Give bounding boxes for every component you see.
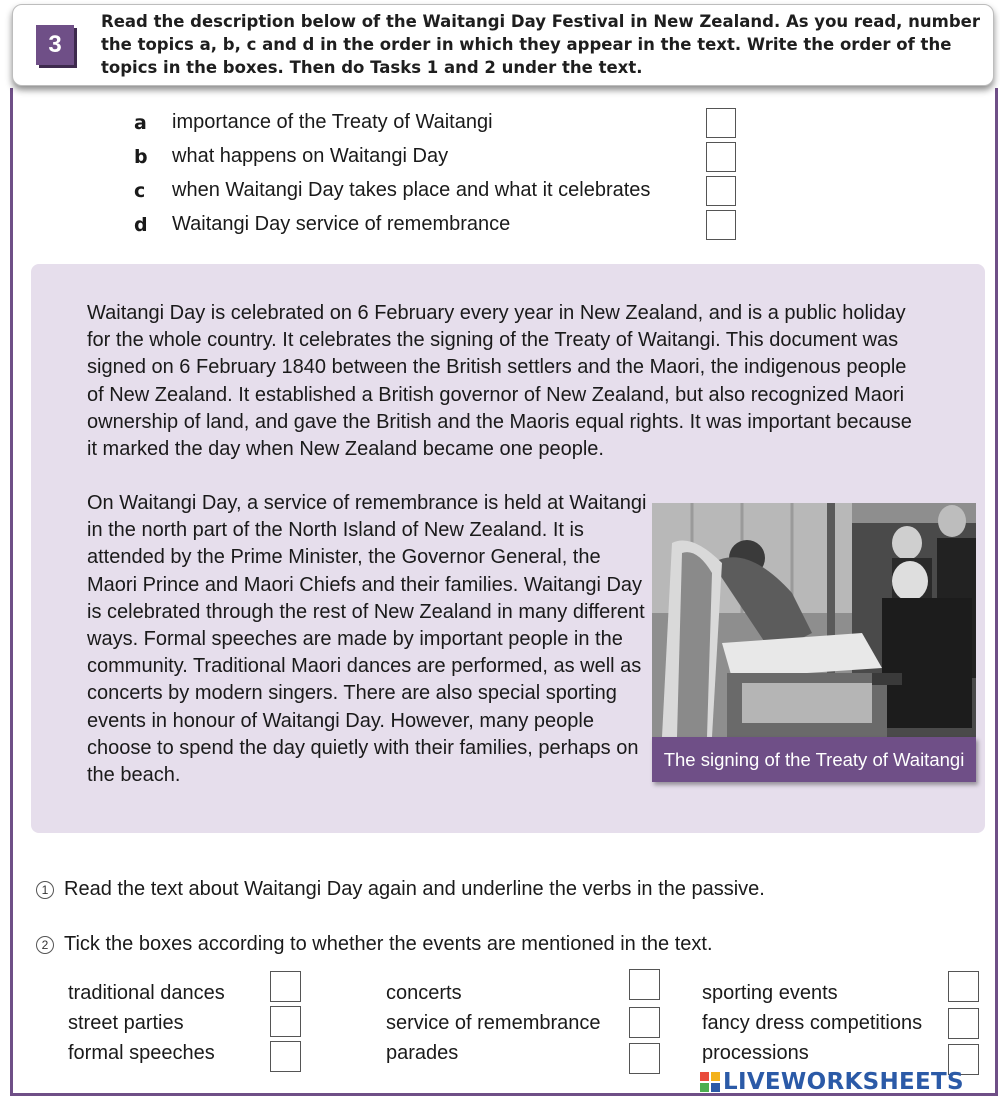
page-border-right	[995, 88, 998, 1094]
topic-order-box-d[interactable]	[706, 210, 736, 240]
topic-text: importance of the Treaty of Waitangi	[172, 111, 493, 133]
tick-box-concerts[interactable]	[629, 969, 660, 1000]
tick-box-street-parties[interactable]	[270, 1006, 301, 1037]
topic-row-c	[134, 176, 754, 210]
event-label: concerts	[386, 982, 462, 1004]
watermark-text: LIVEWORKSHEETS	[723, 1069, 964, 1095]
reading-paragraph-2: On Waitangi Day, a service of remembrance is held at Waitangi in the north part of the North Island of New Zealand. It is attended by the Prime Minister, the Governor General, the Maori Prince and Maori Chiefs and their families. Waitangi Day is celebrated through the rest of New Zealand in many different ways. Formal speeches are made by important people in the community. Traditional Maori dances are performed, as well as concerts by modern singers. There are also special sporting events in honour of Waitangi Day. However, many people choose to spend the day quietly with their families, perhaps on the beach.	[87, 492, 647, 787]
topic-text: Waitangi Day service of remembrance	[172, 213, 511, 235]
task-2	[36, 933, 713, 956]
photo-caption: The signing of the Treaty of Waitangi	[652, 737, 976, 782]
topic-order-box-b[interactable]	[706, 142, 736, 172]
tick-box-fancy-dress-competitions[interactable]	[948, 1008, 979, 1039]
event-label: street parties	[68, 1012, 184, 1034]
topic-text: what happens on Waitangi Day	[172, 145, 449, 167]
topic-list	[134, 108, 754, 244]
topic-order-box-c[interactable]	[706, 176, 736, 206]
liveworksheets-watermark	[700, 1068, 964, 1096]
treaty-signing-photo	[652, 503, 976, 737]
topic-row-a	[134, 108, 754, 142]
tick-box-parades[interactable]	[629, 1043, 660, 1074]
topic-row-d	[134, 210, 754, 244]
task-1	[36, 878, 765, 901]
task-number-circle: 1	[36, 881, 54, 899]
event-label: service of remembrance	[386, 1012, 601, 1034]
tick-box-formal-speeches[interactable]	[270, 1041, 301, 1072]
tick-box-traditional-dances[interactable]	[270, 971, 301, 1002]
topic-order-box-a[interactable]	[706, 108, 736, 138]
topic-row-b	[134, 142, 754, 176]
event-label: fancy dress competitions	[702, 1012, 923, 1034]
task-number-circle: 2	[36, 936, 54, 954]
page-border-left	[10, 88, 13, 1094]
event-label: processions	[702, 1042, 809, 1064]
task-text: Tick the boxes according to whether the events are mentioned in the text.	[64, 933, 713, 955]
tick-box-service-of-remembrance[interactable]	[629, 1007, 660, 1038]
event-label: sporting events	[702, 982, 838, 1004]
task-text: Read the text about Waitangi Day again and underline the verbs in the passive.	[64, 878, 765, 900]
instructions-text: Read the description below of the Waitangi Day Festival in New Zealand. As you read, number the topics a, b, c and d in the order in which they appear in the text. Write the order of the topics in the boxes. Then do Tasks 1 and 2 under the text.	[101, 12, 981, 77]
topic-letter: a	[134, 112, 147, 134]
topic-letter: d	[134, 214, 148, 236]
topic-letter: b	[134, 146, 148, 168]
liveworksheets-logo-icon	[700, 1072, 720, 1092]
instructions-card	[12, 4, 994, 86]
topic-text: when Waitangi Day takes place and what it celebrates	[172, 179, 651, 201]
event-label: parades	[386, 1042, 459, 1064]
tick-box-sporting-events[interactable]	[948, 971, 979, 1002]
topic-letter: c	[134, 180, 146, 202]
event-label: traditional dances	[68, 982, 225, 1004]
reading-paragraph-1: Waitangi Day is celebrated on 6 February every year in New Zealand, and is a public holiday for the whole country. It celebrates the signing of the Treaty of Waitangi. This document was signed on 6 February 1840 between the British settlers and the Maori, the indigenous people of New Zealand. It established a British governor of New Zealand, but also recognized Maori ownership of land, and gave the British and the Maoris equal rights. It was important because it marked the day when New Zealand became one people.	[87, 302, 912, 461]
task-number-badge: 3	[36, 25, 74, 65]
event-label: formal speeches	[68, 1042, 215, 1064]
